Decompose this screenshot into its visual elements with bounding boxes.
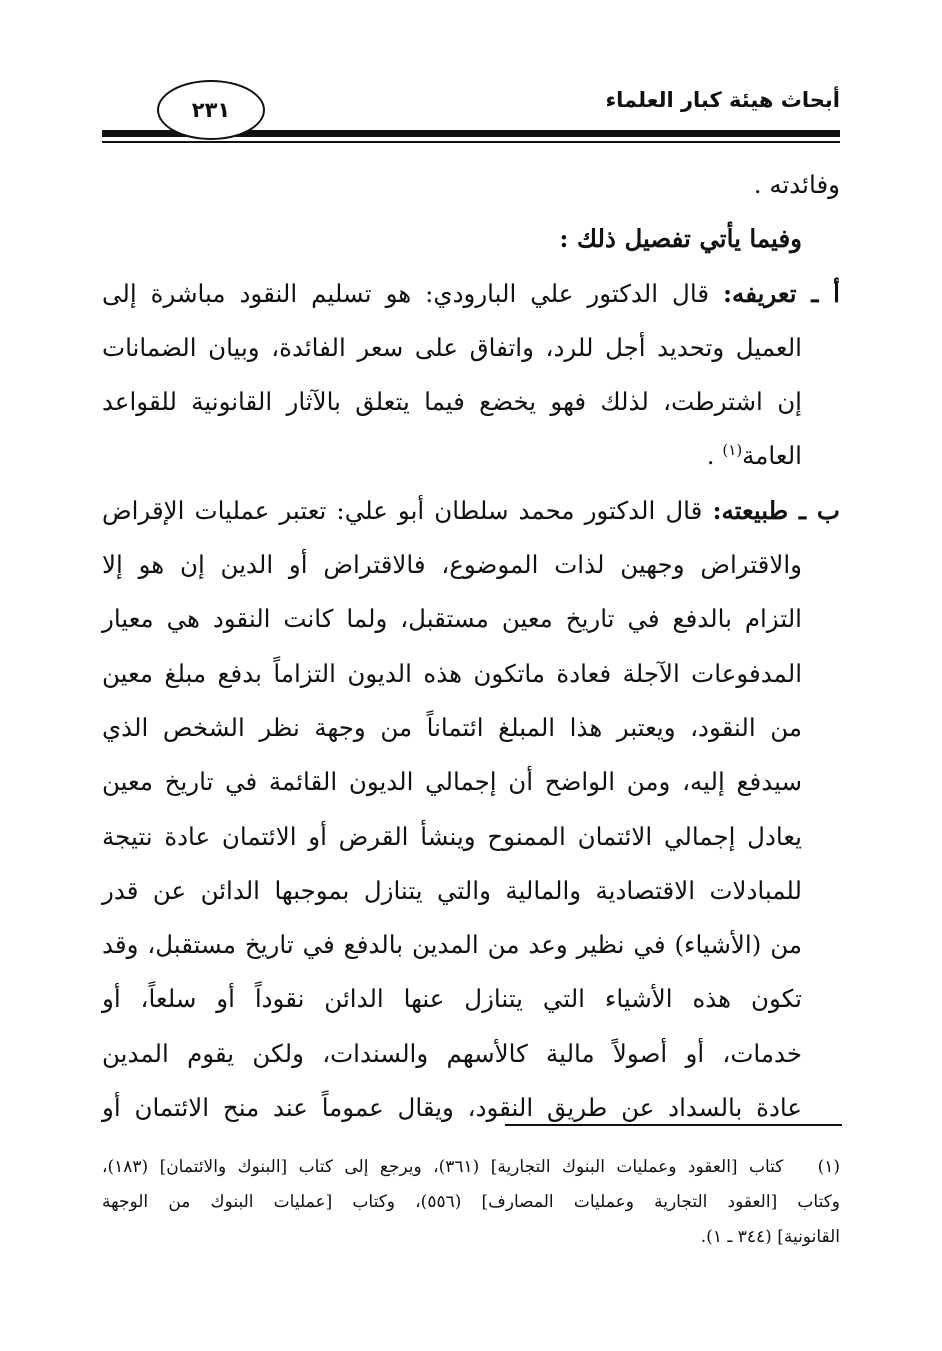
text-run: قال الدكتور علي البارودي: هو تسليم النقود مباشرة إلى	[102, 278, 710, 308]
paragraph-line: من النقود، ويعتبر هذا المبلغ ائتماناً من وجهة نظر الشخص الذي	[102, 712, 802, 742]
paragraph-line	[102, 484, 840, 538]
paragraph-line: يعادل إجمالي الائتمان الممنوح وينشأ القرض أو الائتمان عادة نتيجة	[102, 821, 802, 851]
text-run: كتاب [العقود وعمليات البنوك التجارية] (٣٦١)، ويرجع إلى كتاب [البنوك والائتمان] (١٨٣)،	[102, 1157, 784, 1177]
paragraph-line: وفائدته .	[753, 170, 840, 199]
page-number-oval	[157, 80, 265, 140]
footnote-line: وكتاب [العقود التجارية وعمليات المصارف] (٥٥٦)، وكتاب [عمليات البنوك من الوجهة	[102, 1192, 841, 1212]
paragraph-line: والاقتراض وجهين لذات الموضوع، فالاقتراض أو الدين إن هو إلا	[102, 550, 802, 580]
running-header-title: أبحاث هيئة كبار العلماء	[605, 88, 840, 112]
header-rule-thin	[102, 141, 840, 143]
paragraph-line: للمبادلات الاقتصادية والمالية والتي يتنازل بموجبها الدائن عن قدر	[102, 875, 802, 905]
text-run: .	[706, 441, 715, 471]
paragraph-line: سيدفع إليه، ومن الواضح أن إجمالي الديون القائمة في تاريخ معين	[102, 767, 802, 797]
paragraph-line: التزام بالدفع في تاريخ معين مستقبل، ولما كانت النقود هي معيار	[102, 604, 802, 634]
paragraph-line: المدفوعات الآجلة فعادة ماتكون هذه الديون التزاماً بدفع مبلغ معين	[102, 658, 802, 688]
item-label-nature: ب ـ طبيعته:	[712, 495, 841, 525]
footnote-separator	[505, 1124, 842, 1126]
paragraph-line: إن اشترطت، لذلك فهو يخضع فيما يتعلق بالآثار القانونية للقواعد	[102, 387, 802, 417]
paragraph-line: العميل وتحديد أجل للرد، واتفاق على سعر الفائدة، وبيان الضمانات	[102, 332, 802, 362]
footnote-reference: (١)	[722, 441, 743, 460]
text-run: العامة	[742, 441, 802, 471]
footnotes	[102, 1150, 840, 1255]
paragraph-line: تكون هذه الأشياء التي يتنازل عنها الدائن نقوداً أو سلعاً، أو	[102, 984, 802, 1014]
body-text	[102, 158, 840, 1135]
paragraph-line: خدمات، أو أصولاً مالية كالأسهم والسندات، ولكن يقوم المدين	[102, 1038, 802, 1068]
page-number: ٢٣١	[191, 98, 231, 122]
paragraph-line	[102, 267, 840, 321]
footnote-line: القانونية] (٣٤٤ ـ ١).	[700, 1227, 840, 1247]
section-intro: وفيما يأتي تفصيل ذلك :	[559, 224, 802, 254]
text-run: قال الدكتور محمد سلطان أبو علي: تعتبر عمليات الإقراض	[102, 495, 703, 525]
paragraph-line: عادة بالسداد عن طريق النقود، ويقال عموماً عند منح الائتمان أو	[102, 1093, 802, 1123]
paragraph-line: من (الأشياء) في نظير وعد من المدين بالدفع في تاريخ مستقبل، وقد	[102, 930, 802, 960]
footnote-number: (١)	[817, 1157, 841, 1177]
paragraph-line	[102, 429, 840, 483]
item-label-definition: أ ـ تعريفه:	[723, 278, 840, 308]
footnote-line	[102, 1150, 840, 1185]
